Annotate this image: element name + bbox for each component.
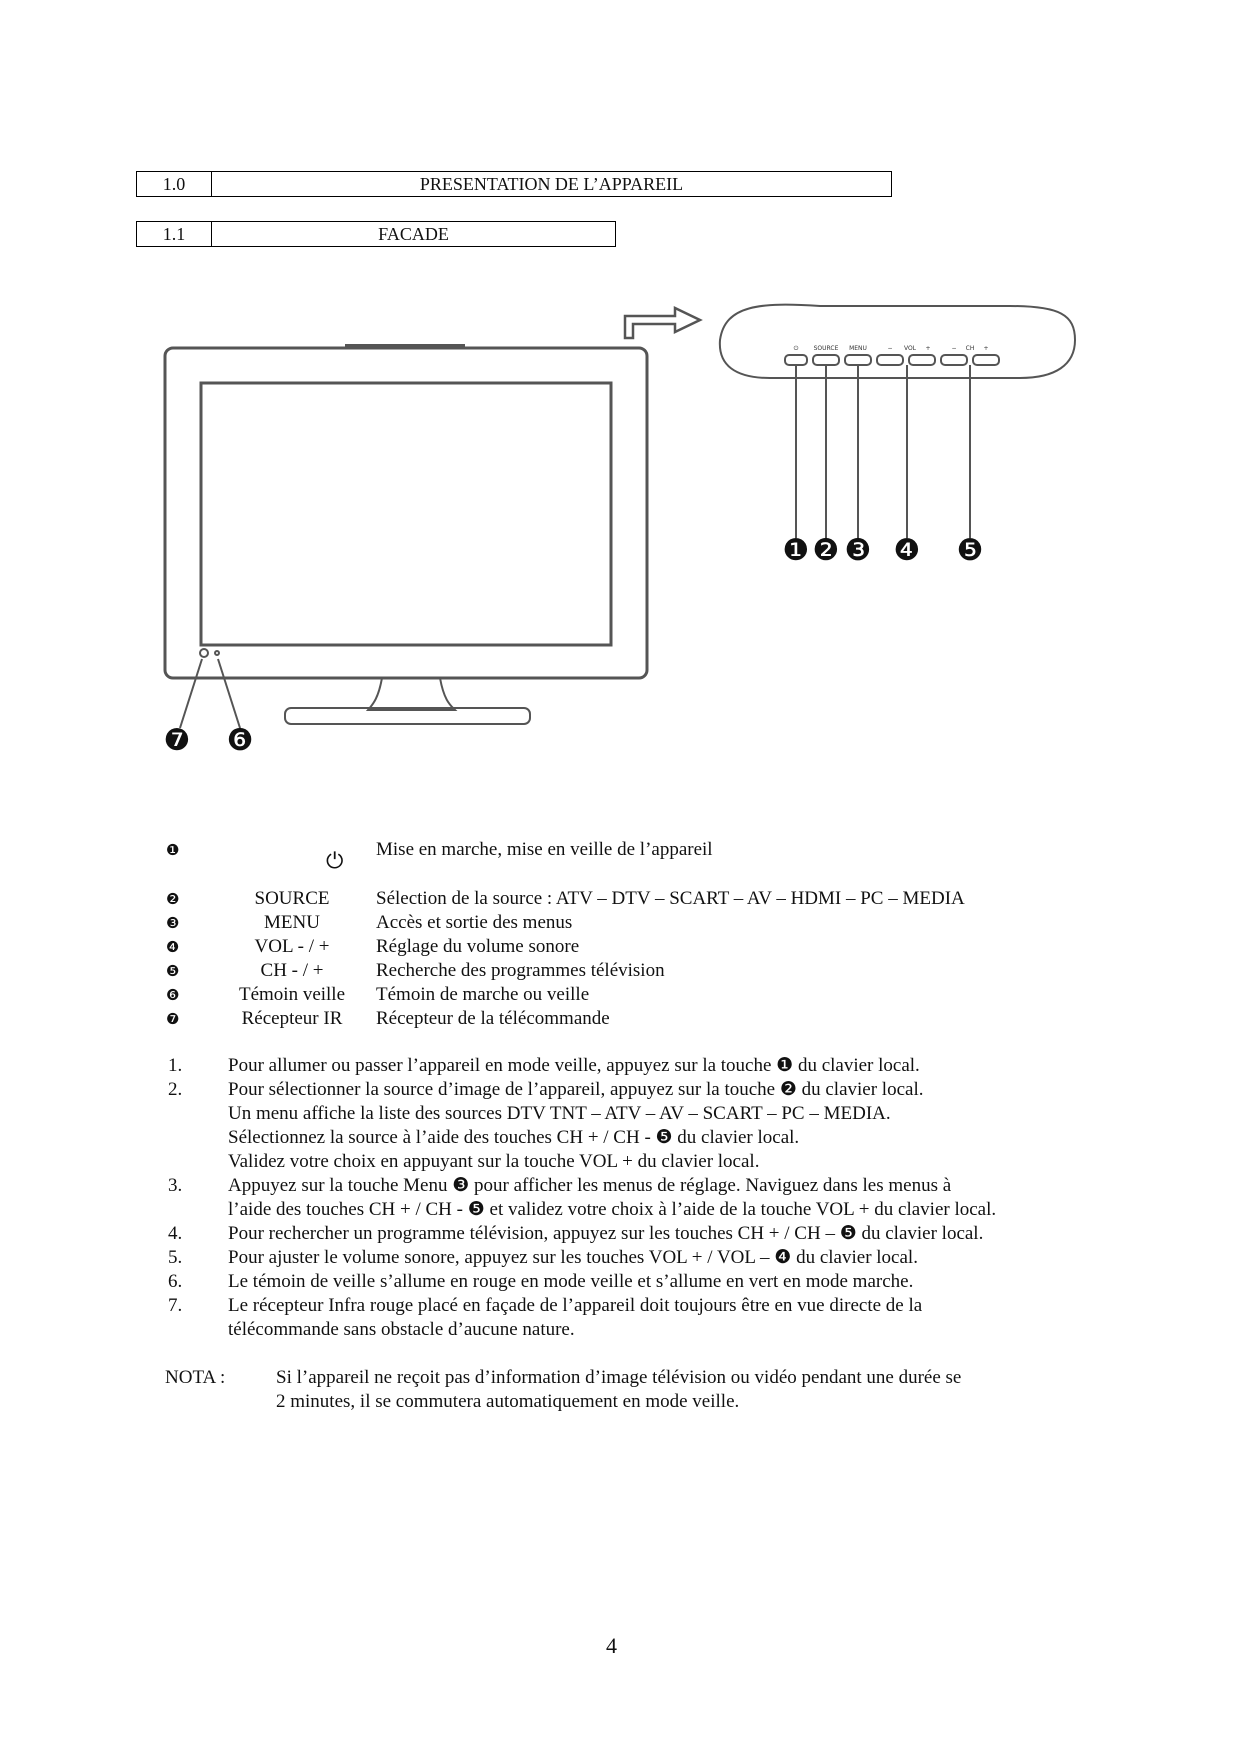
subsection-number: 1.1 <box>137 222 212 246</box>
legend-key: VOL - / + <box>254 936 330 957</box>
panel-label-vol: VOL <box>903 345 917 352</box>
instruction-text: Pour rechercher un programme télévision, appuyez sur les touches CH + / CH – ❺ du clavier local. <box>228 1223 984 1244</box>
standby-indicator <box>200 649 208 657</box>
button-panel <box>720 305 1075 378</box>
legend-desc: Récepteur de la télécommande <box>376 1008 610 1029</box>
instruction-text: Validez votre choix en appuyant sur la touche VOL + du clavier local. <box>228 1151 760 1172</box>
section-number: 1.0 <box>137 172 212 196</box>
subsection-title: FACADE <box>378 224 449 244</box>
legend-mark: ❺ <box>166 962 180 980</box>
svg-text:+: + <box>925 345 931 352</box>
legend-mark: ❼ <box>166 1010 180 1028</box>
panel-label-ch: CH <box>965 345 975 352</box>
instruction-number: 5. <box>168 1247 183 1268</box>
legend-desc: Témoin de marche ou veille <box>376 984 590 1005</box>
instruction-number: 4. <box>168 1223 183 1244</box>
legend-desc: Recherche des programmes télévision <box>376 960 665 981</box>
instruction-text: télécommande sans obstacle d’aucune nature. <box>228 1319 575 1340</box>
tv-stand <box>368 678 455 710</box>
callout-2: ❷ <box>812 533 840 568</box>
callout-3: ❸ <box>844 533 872 568</box>
page-number: 4 <box>606 1633 617 1658</box>
instruction-text: Sélectionnez la source à l’aide des touches CH + / CH - ❺ du clavier local. <box>228 1127 800 1148</box>
instruction-text: Pour allumer ou passer l’appareil en mode veille, appuyez sur la touche ❶ du clavier local. <box>228 1055 920 1076</box>
power-icon: ⏻ <box>326 849 344 874</box>
legend-desc: Accès et sortie des menus <box>376 912 573 933</box>
legend-mark: ❷ <box>166 890 180 908</box>
instruction-number: 3. <box>168 1175 183 1196</box>
section-header-main <box>136 171 892 197</box>
instruction-number: 7. <box>168 1295 183 1316</box>
tv-screen <box>201 383 611 645</box>
legend-desc: Sélection de la source : ATV – DTV – SCART – AV – HDMI – PC – MEDIA <box>376 888 965 909</box>
instruction-number: 2. <box>168 1079 183 1100</box>
instruction-text: Pour ajuster le volume sonore, appuyez sur les touches VOL + / VOL – ❹ du clavier local. <box>228 1247 918 1268</box>
legend-key: Témoin veille <box>238 984 346 1005</box>
legend-desc: Mise en marche, mise en veille de l’appareil <box>376 839 713 860</box>
callout-4: ❹ <box>893 533 921 568</box>
section-header-sub <box>136 221 616 247</box>
instruction-text: Pour sélectionner la source d’image de l’appareil, appuyez sur la touche ❷ du clavier local. <box>228 1079 924 1100</box>
zoom-arrow-icon <box>625 308 700 338</box>
instruction-text: Le récepteur Infra rouge placé en façade de l’appareil doit toujours être en vue directe de la <box>228 1295 923 1316</box>
panel-label-menu: MENU <box>849 345 867 352</box>
nota-text: Si l’appareil ne reçoit pas d’information d’image télévision ou vidéo pendant une durée se <box>276 1367 962 1388</box>
section-title: PRESENTATION DE L’APPAREIL <box>419 174 684 194</box>
power-icon: ⏻ <box>793 345 799 352</box>
callout-7: ❼ <box>163 723 191 758</box>
legend-key: MENU <box>264 912 320 933</box>
callout-6: ❻ <box>226 723 254 758</box>
legend-mark: ❻ <box>166 986 180 1004</box>
legend-key: SOURCE <box>254 888 330 909</box>
legend-key: Récepteur IR <box>241 1008 343 1029</box>
ir-receiver <box>215 651 219 655</box>
svg-text:−: − <box>951 345 957 352</box>
legend-mark: ❹ <box>166 938 180 956</box>
legend-key: CH - / + <box>260 960 324 981</box>
instruction-text: Un menu affiche la liste des sources DTV TNT – ATV – AV – SCART – PC – MEDIA. <box>228 1103 891 1124</box>
svg-text:−: − <box>887 345 893 352</box>
panel-label-source: SOURCE <box>813 345 839 352</box>
legend-mark: ❸ <box>166 914 180 932</box>
instruction-number: 6. <box>168 1271 183 1292</box>
instruction-text: l’aide des touches CH + / CH - ❺ et validez votre choix à l’aide de la touche VOL + du clavier local. <box>228 1199 997 1220</box>
legend-mark: ❶ <box>166 841 180 859</box>
svg-text:+: + <box>983 345 989 352</box>
tv-front-figure <box>0 280 1240 900</box>
instruction-text: Le témoin de veille s’allume en rouge en mode veille et s’allume en vert en mode marche. <box>228 1271 914 1292</box>
nota-label: NOTA : <box>165 1367 226 1388</box>
callout-5: ❺ <box>956 533 984 568</box>
legend-desc: Réglage du volume sonore <box>376 936 580 957</box>
tv-body <box>165 348 647 678</box>
instruction-number: 1. <box>168 1055 183 1076</box>
instruction-text: Appuyez sur la touche Menu ❸ pour afficher les menus de réglage. Naviguez dans les menus à <box>228 1175 952 1196</box>
callout-1: ❶ <box>782 533 810 568</box>
nota-text: 2 minutes, il se commutera automatiquement en mode veille. <box>276 1391 740 1412</box>
